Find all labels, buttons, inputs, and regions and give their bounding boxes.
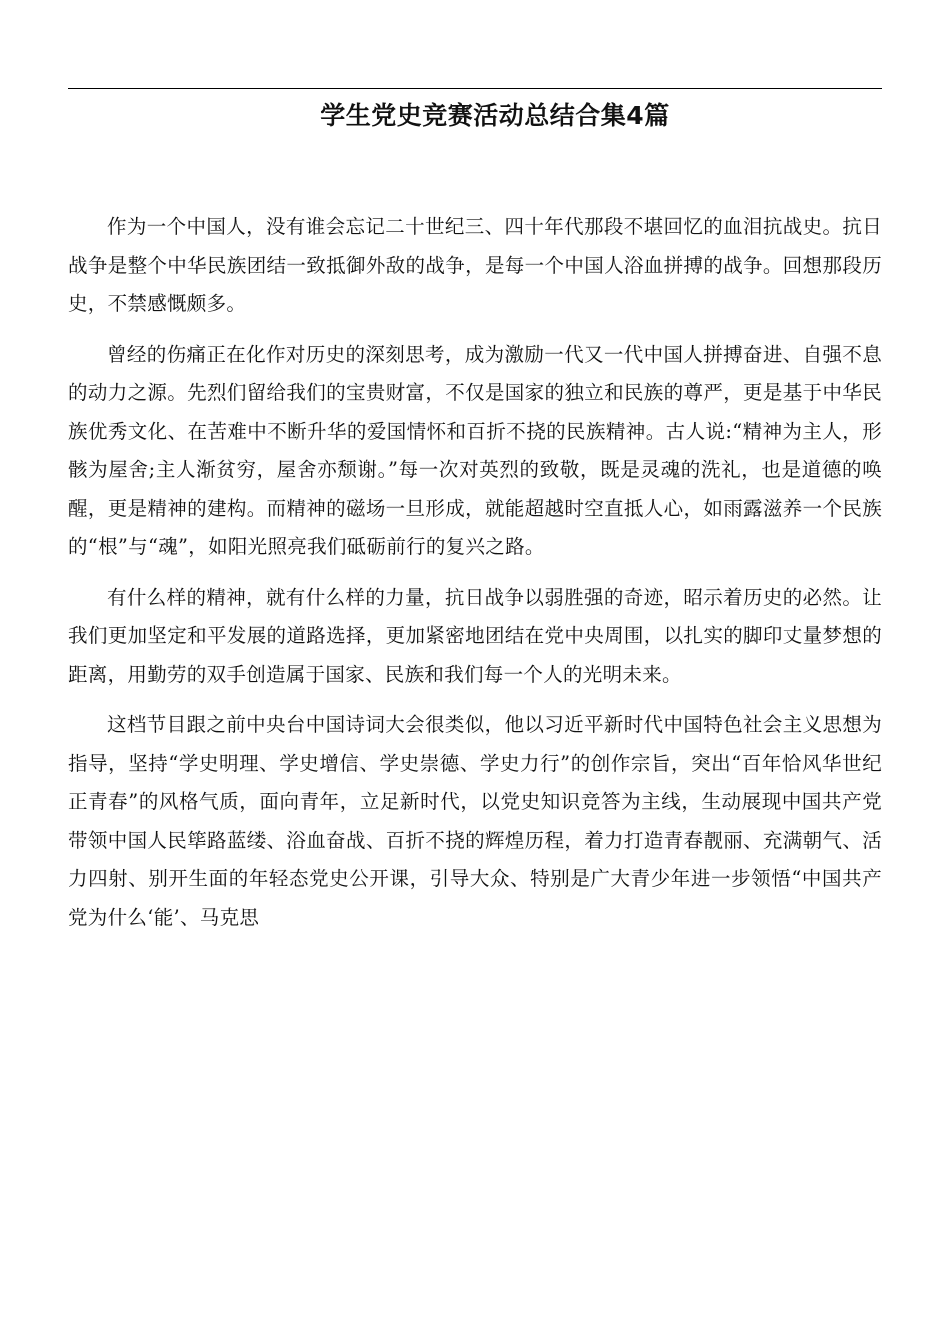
- document-title: 学生党史竞赛活动总结合集4篇: [320, 101, 670, 130]
- header-rule: [68, 88, 882, 89]
- paragraph-1: 作为一个中国人，没有谁会忘记二十世纪三、四十年代那段不堪回忆的血泪抗战史。抗日战争是整个中华民族团结一致抵御外敌的战争，是每一个中国人浴血拼搏的战争。回想那段历史，不禁感慨颇多。: [68, 215, 882, 315]
- paragraph-3: 有什么样的精神，就有什么样的力量，抗日战争以弱胜强的奇迹，昭示着历史的必然。让我们更加坚定和平发展的道路选择，更加紧密地团结在党中央周围，以扎实的脚印丈量梦想的距离，用勤劳的双手创造属于国家、民族和我们每一个人的光明未来。: [68, 585, 882, 686]
- paragraph-4: 这档节目跟之前中央台中国诗词大会很类似，他以习近平新时代中国特色社会主义思想为指导，坚持“学史明理、学史增信、学史崇德、学史力行”的创作宗旨，突出“百年恰风华世纪正青春”的风格气质，面向青年，立足新时代，以党史知识竞答为主线，生动展现中国共产党带领中国人民筚路蓝缕、浴血奋战、百折不挠的辉煌历程，着力打造青春靓丽、充满朝气、活力四射、别开生面的年轻态党史公开课，引导大众、特别是广大青少年进一步领悟“中国共产党为什么‘能’、马克思: [68, 713, 882, 929]
- document-body: [68, 208, 882, 949]
- paragraph-2: 曾经的伤痛正在化作对历史的深刻思考，成为激励一代又一代中国人拼搏奋进、自强不息的动力之源。先烈们留给我们的宝贵财富，不仅是国家的独立和民族的尊严，更是基于中华民族优秀文化、在苦难中不断升华的爱国情怀和百折不挠的民族精神。古人说:“精神为主人，形骸为屋舍;主人渐贫穷，屋舍亦颓谢。”每一次对英烈的致敬，既是灵魂的洗礼，也是道德的唤醒，更是精神的建构。而精神的磁场一旦形成，就能超越时空直抵人心，如雨露滋养一个民族的“根”与“魂”，如阳光照亮我们砥砺前行的复兴之路。: [68, 342, 882, 558]
